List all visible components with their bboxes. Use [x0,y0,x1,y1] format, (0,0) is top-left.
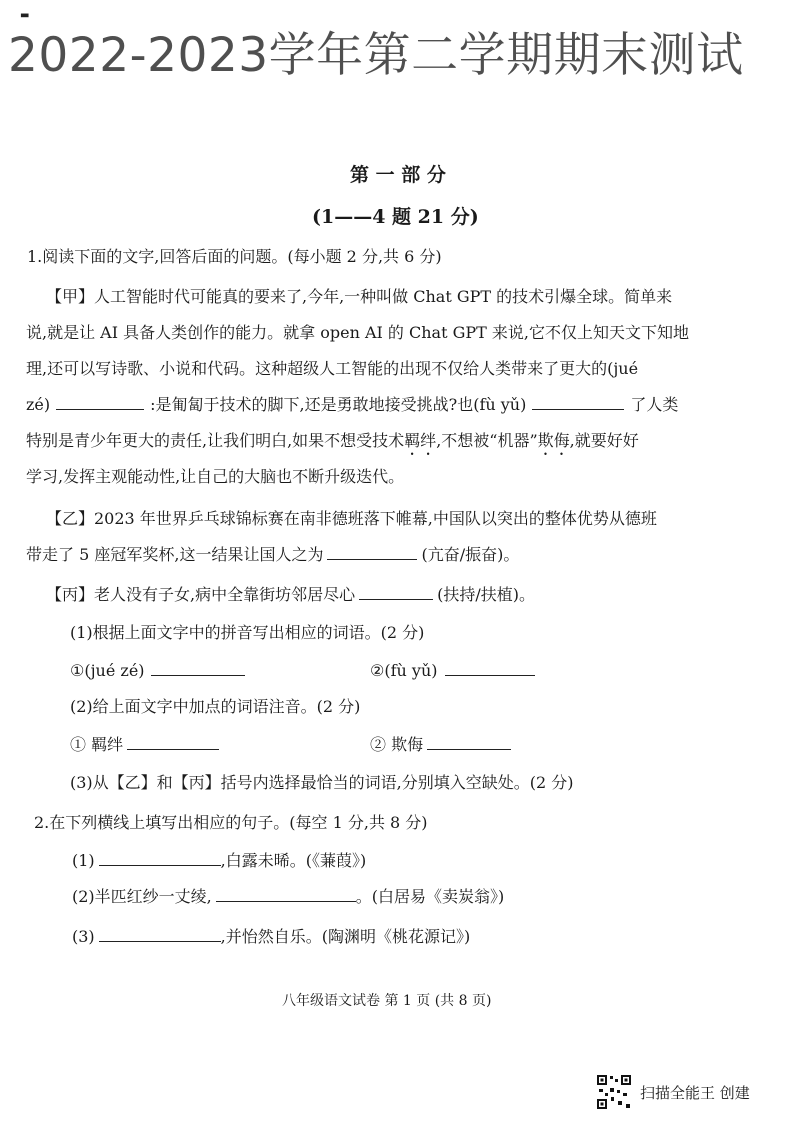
sub-question-3: (3)从【乙】和【丙】括号内选择最恰当的词语,分别填入空缺处。(2 分) [70,773,574,792]
poem-blank-1[interactable] [99,851,221,866]
blank-fuchi[interactable] [359,585,433,600]
dotted-word-qiwu: 欺侮 [537,431,570,450]
q2-stem: 2.在下列横线上填写出相应的句子。(每空 1 分,共 8 分) [34,813,428,832]
exam-title: 2022-2023学年第二学期期末测试 [8,28,744,83]
poem-blank-3[interactable] [99,927,221,942]
sub2-item-a [70,734,219,756]
blank-kangfen[interactable] [327,545,417,560]
passage-fragment: :是匍匐于技术的脚下,还是勇敢地接受挑战?也(fù yǔ) [150,395,527,414]
blank-jueze[interactable] [56,395,144,410]
passage-fragment: (扶持/扶植)。 [437,585,535,604]
q2-text: 。(白居易《卖炭翁》) [355,887,505,906]
passage-yi-line-2 [26,544,519,566]
q2-text: (2)半匹红纱一丈绫, [72,887,212,906]
answer-blank-d[interactable] [427,735,511,750]
sub2-label-b: ② 欺侮 [370,735,424,754]
sub2-label-a: ① 羁绊 [70,735,124,754]
passage-yi-line-1: 【乙】2023 年世界乒乓球锦标赛在南非德班落下帷幕,中国队以突出的整体优势从德班 [46,509,657,528]
sub-question-1: (1)根据上面文字中的拼音写出相应的词语。(2 分) [70,623,425,642]
q2-line-2 [72,886,504,908]
passage-jia-line-1: 【甲】人工智能时代可能真的要来了,今年,一种叫做 Chat GPT 的技术引爆全球。简单来 [46,287,673,306]
pinyin-fragment: zé) [26,395,51,414]
part-range: (1——4 题 21 分) [312,206,479,228]
passage-fragment: ,不想被“机器” [436,431,538,450]
passage-fragment: 带走了 5 座冠军奖杯,这一结果让国人之为 [26,545,324,564]
passage-fragment: 了人类 [630,395,679,414]
q2-line-1 [72,850,366,872]
q2-text: ,白露未晞。(《蒹葭》) [220,851,367,870]
passage-fragment: ,就要好好 [569,431,639,450]
scan-mark: ▬ [20,10,30,21]
q2-number: (1) [72,851,95,870]
passage-fragment: (亢奋/振奋)。 [421,545,520,564]
qr-code-icon [596,1074,632,1110]
passage-jia-line-2: 说,就是让 AI 具备人类创作的能力。就拿 open AI 的 Chat GPT 来说,它不仅上知天文下知地 [26,323,689,342]
answer-blank-b[interactable] [445,661,535,676]
passage-fragment: 【丙】老人没有子女,病中全靠街坊邻居尽心 [46,585,356,604]
q1-stem: 1.阅读下面的文字,回答后面的问题。(每小题 2 分,共 6 分) [27,247,442,266]
sub1-label-a: ①(jué zé) [70,661,145,680]
q2-text: ,并怡然自乐。(陶渊明《桃花源记》) [220,927,471,946]
page-footer: 八年级语文试卷 第 1 页 (共 8 页) [282,993,492,1009]
passage-jia-line-6: 学习,发挥主观能动性,让自己的大脑也不断升级迭代。 [26,467,405,486]
scanner-watermark: 扫描全能王 创建 [640,1084,750,1102]
passage-bing [46,584,535,606]
blank-fuyu[interactable] [532,395,624,410]
sub1-item-a [70,660,245,682]
sub2-item-b [370,734,511,756]
answer-blank-a[interactable] [151,661,245,676]
poem-blank-2[interactable] [216,887,356,902]
q2-number: (3) [72,927,95,946]
q2-line-3 [72,926,470,948]
part-title: 第 一 部 分 [350,164,446,186]
passage-jia-line-4 [26,394,678,416]
passage-jia-line-3: 理,还可以写诗歌、小说和代码。这种超级人工智能的出现不仅给人类带来了更大的(jué [26,359,639,378]
sub1-item-b [370,660,535,682]
passage-fragment: 特别是青少年更大的责任,让我们明白,如果不想受技术 [26,431,405,450]
answer-blank-c[interactable] [127,735,219,750]
sub-question-2: (2)给上面文字中加点的词语注音。(2 分) [70,697,361,716]
passage-jia-line-5 [26,430,639,459]
sub1-label-b: ②(fù yǔ) [370,661,438,680]
dotted-word-jiban: 羁绊 [404,431,437,450]
